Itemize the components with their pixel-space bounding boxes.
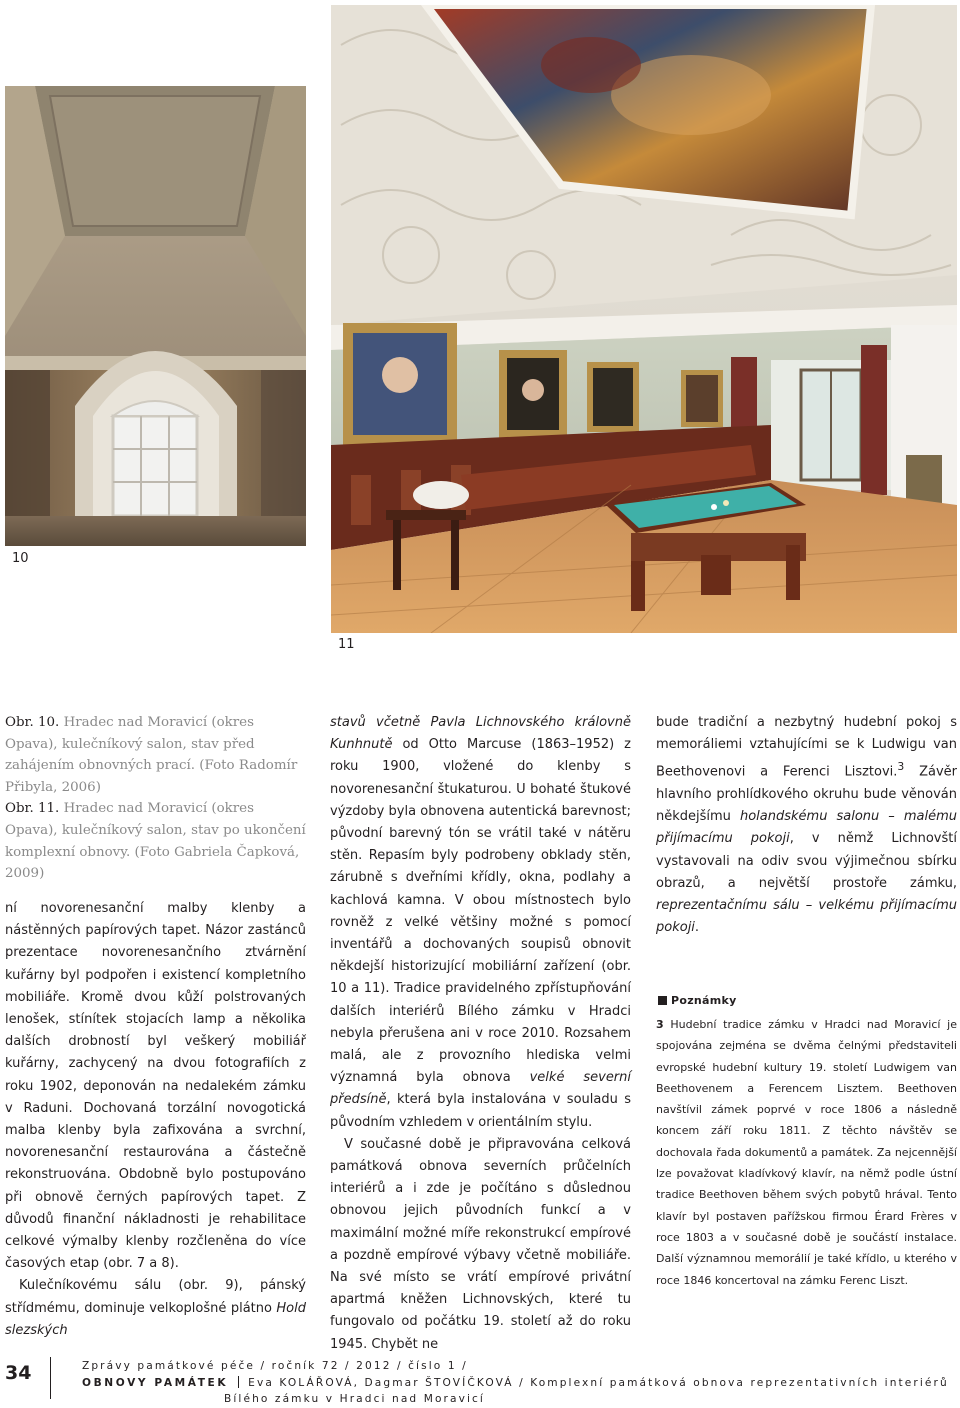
photo-billiard-room-after xyxy=(331,5,957,633)
col3-italic-2: reprezentačnímu sálu – velkému přijímacímu pokoji xyxy=(656,897,957,936)
notes-heading xyxy=(658,994,737,1007)
footer-divider xyxy=(50,1357,51,1399)
col3-text-2: Závěr hlavního prohlídkového okruhu bude věnován někdejšímu xyxy=(656,764,957,825)
figure-11-number: 11 xyxy=(338,637,355,652)
footer-line-3: Bílého zámku v Hradci nad Moravicí xyxy=(224,1393,485,1406)
caption-10-label: Obr. 10. xyxy=(5,715,60,730)
caption-10-text: Hradec nad Moravicí (okres Opava), kulečníkový salon, stav před zahájením obnovných prací. (Foto Radomír Přibyla, 2006) xyxy=(5,715,298,795)
col2-text-2: , která byla instalována v souladu s původním vzhledem v orientálním stylu. xyxy=(330,1092,631,1130)
col3-paragraph xyxy=(656,712,957,939)
notes-block xyxy=(656,1014,957,1291)
note-3-number: 3 xyxy=(656,1018,664,1031)
col1-p2-italic: Hold slezských xyxy=(5,1300,306,1338)
footnote-ref-3: 3 xyxy=(897,760,905,774)
page-number: 34 xyxy=(5,1362,32,1384)
footer-separator xyxy=(238,1376,239,1388)
photo-billiard-room-before xyxy=(5,86,306,546)
note-3-text: Hudební tradice zámku v Hradci nad Moravicí je spojována zejména se dvěma čelnými představiteli evropské hudební kultury 19. století Ludwigem van Beethovenem a Ferencem Lisztem. Beethoven navštívil zámek poprvé v roce 1806 a následně koncem září roku 1811. Z těchto návštěv se dochovala řada dokumentů a památek. Za nejcennější lze považovat kladívkový klavír, na němž podle ústní tradice Beethoven během svých pobytů hrával. Tento klavír byl postaven pařížskou firmou Érard Frères v roce 1803 a v současné době je součástí instalace. Další významnou memorálií je také křídlo, u kterého v roce 1846 koncertoval na zámku Ferenc Liszt. xyxy=(656,1018,957,1287)
caption-11-text: Hradec nad Moravicí (okres Opava), kulečníkový salon, stav po ukončení komplexní obnovy. (Foto Gabriela Čapková, 2009) xyxy=(5,801,306,882)
col2-text-1: od Otto Marcuse (1863–1952) z roku 1900, vložené do klenby s novorenesanční štukaturou. U bohaté štukové výzdoby byla obnovena autentická barevnost; původní barevný tón se vrátil také v nátěru stěn. Repasím byly podrobeny obklady stěn, zárubně s dveřními křídly, okna, podlahy a kachlová kamna. V obou místnostech bylo rovněž z velké většiny možné s pomocí inventářů a dochovaných soupisů obnovit někdejší historizující mobiliární zařízení (obr. 10 a 11). Tradice pravidelného zpřístupňování dalších interiérů Bílého zámku v Hradci nebyla přerušena ani v roce 2010. Rozsahem malá, ale z provozního hlediska velmi významná byla obnova xyxy=(330,737,631,1086)
square-bullet-icon xyxy=(658,996,667,1005)
text-column-2 xyxy=(330,712,631,1356)
footer-section-title: OBNOVY PAMÁTEK xyxy=(82,1376,229,1389)
col3-text-3: , v němž Lichnovští vystavovali na odiv svou výjimečnou sbírku obrazů, a největší prostoře zámku, xyxy=(656,831,957,891)
col1-paragraph-1: ní novorenesanční malby klenby a nástěnných papírových tapet. Názor zastánců prezentace novorenesančního ztvárnění kuřárny byl podpořen i existencí kompletního mobiliáře. Kromě dvou kůží polstrovaných lenošek, stínítek stojacích lamp a několika dalších drobností byl veškerý mobiliář kuřárny, zachycený na dvou fotografiích z roku 1902, deponován na nedalekém zámku v Raduni. Dochovaná torzální novogotická malba klenby byla zafixována a svrchní, novorenesanční restaurována a částečně rekonstruována. Obdobně bylo postupováno při obnově černých papírových tapet. Z důvodů finanční nákladnosti je rehabilitace celkové výmalby klenby rozčleněna do více časových etap (obr. 7 a 8). xyxy=(5,901,306,1272)
note-3 xyxy=(656,1014,957,1291)
figure-10-number: 10 xyxy=(12,551,29,566)
col2-italic-2: velké severní předsíně xyxy=(330,1070,632,1108)
caption-11-label: Obr. 11. xyxy=(5,801,60,817)
footer-authors-title: Eva KOLÁŘOVÁ, Dagmar ŠTOVÍČKOVÁ / Komplexní památková obnova reprezentativních interiérů xyxy=(248,1376,949,1389)
figure-captions xyxy=(5,712,307,885)
running-footer xyxy=(82,1358,960,1408)
text-column-1 xyxy=(5,898,306,1342)
col2-paragraph-2: V současné době je připravována celková památková obnova severních průčelních interiérů a i zde je počítáno s důslednou obnovou jejich původních funkcí a v maximální možné míře rekonstrukcí empírové a pozdně empírové výbavy včetně mobiliáře. Na své místo se vrátí empírové privátní apartmá kněžen Lichnovských, které tu fungovalo od počátku 19. století až do roku 1945. Chybět ne xyxy=(330,1136,631,1352)
notes-heading-text: Poznámky xyxy=(671,994,737,1007)
footer-line-1: Zprávy památkové péče / ročník 72 / 2012 / číslo 1 / xyxy=(82,1360,468,1372)
col2-italic-1: stavů včetně Pavla Lichnovského královně Kunhnutě xyxy=(330,715,631,753)
text-column-3 xyxy=(656,712,957,939)
col1-paragraph-2 xyxy=(5,1275,306,1342)
col2-paragraph-1 xyxy=(330,712,631,1134)
footer-line-2 xyxy=(82,1375,960,1392)
col1-p2-text: Kulečníkovému sálu (obr. 9), pánský střídmému, dominuje velkoplošné plátno xyxy=(5,1278,306,1316)
col3-italic-1: holandskému salonu – malému přijímacímu pokoji xyxy=(656,809,957,847)
col3-text-1: bude tradiční a nezbytný hudební pokoj s memoráliemi vztahujícími se k Ludwigu van Beethovenovi a Ferenci Lisztovi. xyxy=(656,715,957,780)
col3-text-4: . xyxy=(694,920,700,936)
